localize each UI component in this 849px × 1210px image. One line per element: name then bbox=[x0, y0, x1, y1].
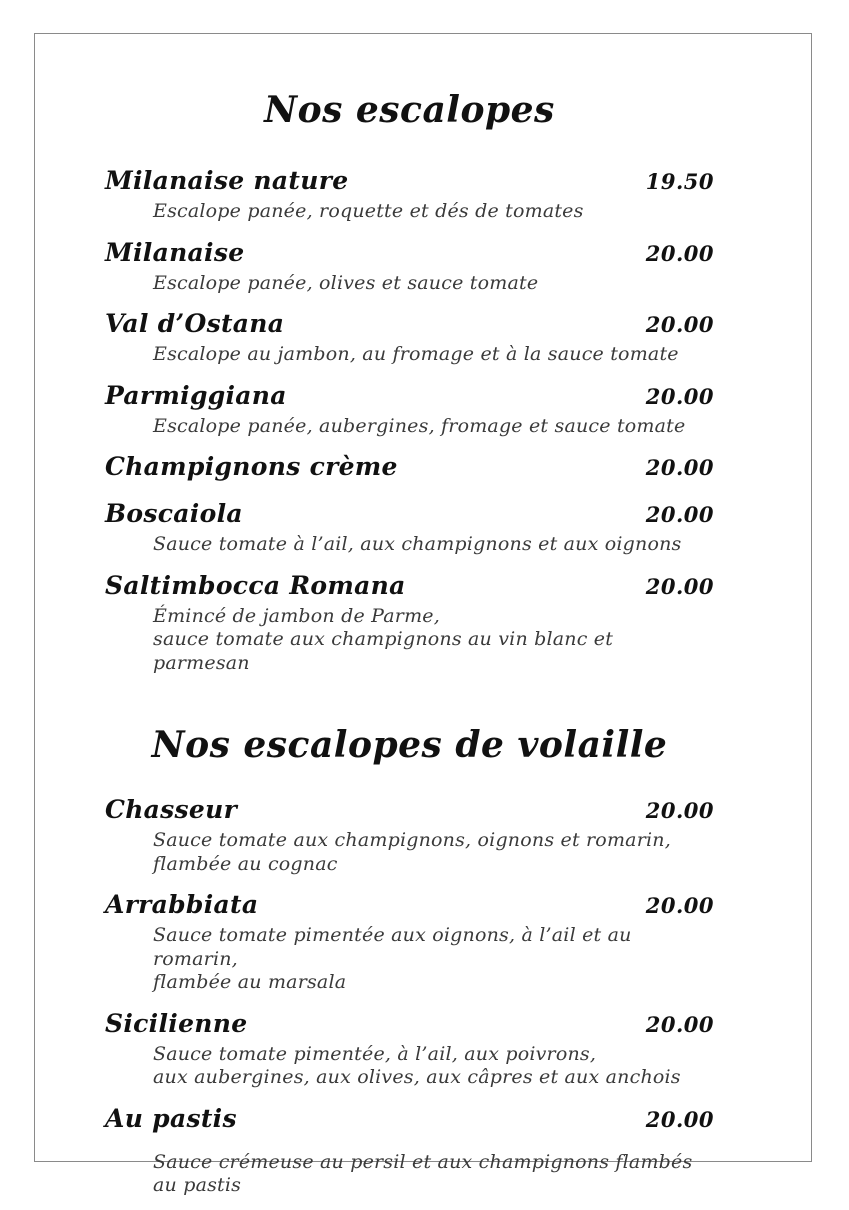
item-description-line: Escalope panée, aubergines, fromage et sauce tomate bbox=[153, 414, 686, 437]
item-description-line: Escalope au jambon, au fromage et à la sauce tomate bbox=[153, 343, 679, 365]
item-description-line: Sauce tomate pimentée, à l’ail, aux poivrons, bbox=[153, 1042, 597, 1065]
item-descriptions bbox=[153, 829, 714, 876]
item-description-line: flambée au marsala bbox=[153, 971, 347, 993]
item-descriptions bbox=[153, 272, 714, 296]
item-price: 20.00 bbox=[645, 312, 714, 337]
item-name: Milanaise bbox=[105, 237, 245, 267]
menu-item bbox=[105, 236, 714, 296]
item-row bbox=[105, 450, 714, 485]
item-description-line: Sauce tomate aux champignons, oignons et romarin, bbox=[153, 829, 671, 851]
item-row bbox=[105, 379, 714, 414]
menu-item bbox=[105, 569, 714, 676]
item-descriptions bbox=[153, 924, 714, 995]
menu-item bbox=[105, 1007, 714, 1090]
item-description-line: flambée au cognac bbox=[153, 852, 338, 875]
item-row bbox=[105, 793, 714, 828]
item-name: Parmiggiana bbox=[105, 380, 287, 410]
section-title: Nos escalopes bbox=[264, 89, 555, 131]
item-descriptions bbox=[153, 605, 714, 676]
item-price: 20.00 bbox=[645, 798, 714, 823]
section-items bbox=[105, 164, 714, 675]
item-description-line: Escalope panée, roquette et dés de tomates bbox=[153, 200, 584, 222]
menu-item bbox=[105, 888, 714, 995]
item-descriptions bbox=[153, 1151, 714, 1198]
section-title: Nos escalopes de volaille bbox=[151, 724, 668, 766]
item-price: 20.00 bbox=[645, 502, 714, 527]
item-description-line: Sauce crémeuse au persil et aux champignons flambés au pastis bbox=[153, 1150, 693, 1196]
item-descriptions bbox=[153, 343, 714, 367]
item-name: Arrabbiata bbox=[105, 890, 259, 919]
item-row bbox=[105, 164, 714, 199]
item-row bbox=[105, 236, 714, 271]
item-descriptions bbox=[153, 533, 714, 557]
item-description-line: aux aubergines, aux olives, aux câpres et aux anchois bbox=[153, 1066, 681, 1088]
menu-item bbox=[105, 164, 714, 224]
item-name: Sicilienne bbox=[105, 1008, 248, 1038]
item-descriptions bbox=[153, 200, 714, 224]
item-name: Boscaiola bbox=[105, 499, 243, 528]
menu-item bbox=[105, 307, 714, 367]
item-row bbox=[105, 569, 714, 604]
item-name: Au pastis bbox=[105, 1103, 237, 1133]
item-name: Milanaise nature bbox=[105, 166, 349, 195]
menu-item bbox=[105, 450, 714, 485]
item-price: 20.00 bbox=[645, 893, 714, 918]
item-description-line: Émincé de jambon de Parme, bbox=[153, 604, 440, 627]
item-description-line: Sauce tomate pimentée aux oignons, à l’ail et au romarin, bbox=[153, 924, 632, 970]
item-name: Champignons crème bbox=[105, 452, 398, 481]
item-row bbox=[105, 1102, 714, 1137]
menu-item bbox=[105, 379, 714, 439]
item-row bbox=[105, 307, 714, 342]
item-price: 19.50 bbox=[645, 169, 714, 194]
section-items bbox=[105, 793, 714, 1198]
item-row bbox=[105, 497, 714, 532]
item-row bbox=[105, 1007, 714, 1042]
menu-content bbox=[105, 34, 714, 1210]
menu-item bbox=[105, 497, 714, 557]
item-price: 20.00 bbox=[645, 1011, 714, 1037]
page-border bbox=[34, 33, 812, 1196]
item-descriptions bbox=[153, 1043, 714, 1090]
item-price: 20.00 bbox=[645, 240, 714, 266]
item-name: Val d’Ostana bbox=[105, 309, 285, 338]
item-price: 20.00 bbox=[645, 1106, 714, 1132]
item-description-line: Sauce tomate à l’ail, aux champignons et aux oignons bbox=[153, 533, 682, 555]
item-descriptions bbox=[153, 415, 714, 439]
item-price: 20.00 bbox=[645, 383, 714, 409]
menu-item bbox=[105, 793, 714, 876]
menu-section bbox=[105, 86, 714, 675]
item-price: 20.00 bbox=[645, 455, 714, 480]
item-description-line: Escalope panée, olives et sauce tomate bbox=[153, 271, 539, 294]
item-name: Chasseur bbox=[105, 795, 238, 824]
item-name: Saltimbocca Romana bbox=[105, 570, 406, 600]
menu-section bbox=[105, 721, 714, 1198]
item-row bbox=[105, 888, 714, 923]
item-description-line: sauce tomate aux champignons au vin blanc et parmesan bbox=[153, 628, 614, 674]
menu-item bbox=[105, 1102, 714, 1198]
item-price: 20.00 bbox=[645, 573, 714, 599]
